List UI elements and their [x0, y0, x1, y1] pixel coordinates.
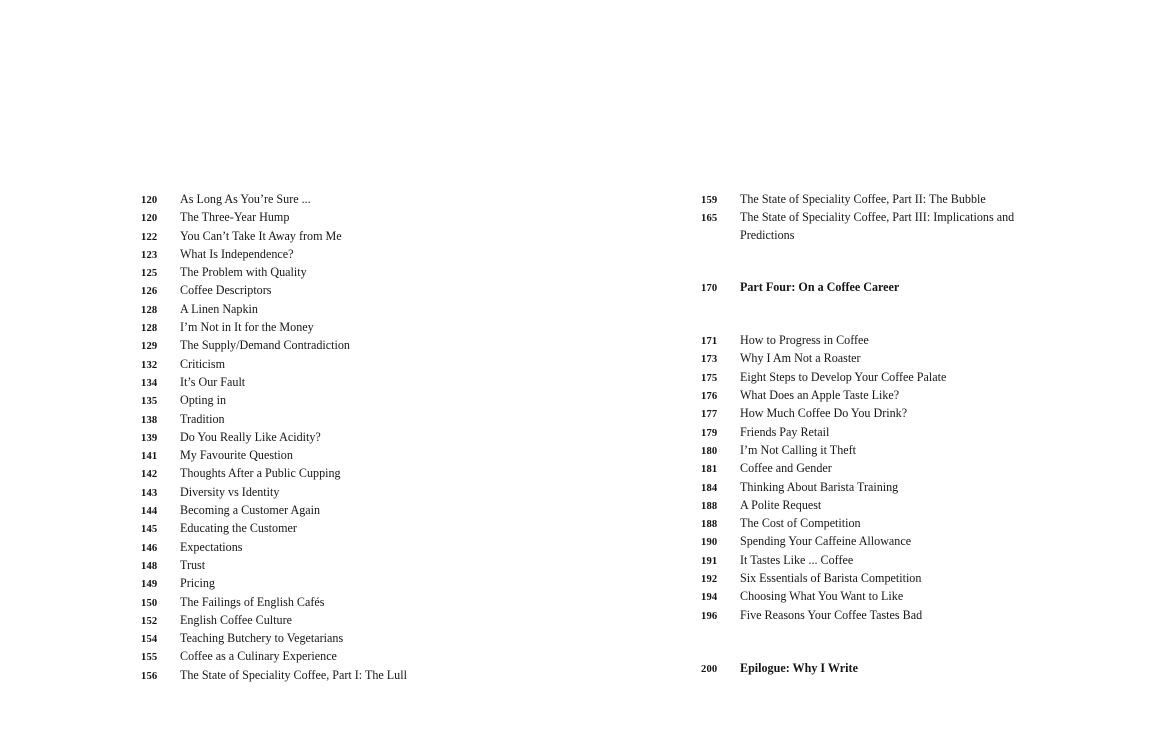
toc-page-number: 155 — [141, 652, 158, 664]
toc-entry-title: Coffee as a Culinary Experience — [180, 649, 337, 664]
toc-entry-title: I’m Not in It for the Money — [180, 320, 314, 335]
toc-entry-title: Diversity vs Identity — [180, 484, 280, 499]
toc-section-heading[interactable] — [701, 660, 1041, 678]
toc-entry[interactable] — [141, 209, 701, 227]
toc-entry-title: The Failings of English Cafés — [180, 594, 325, 609]
toc-entry[interactable] — [141, 411, 701, 429]
toc-entry[interactable] — [141, 337, 701, 355]
toc-entry-title: Do You Really Like Acidity? — [180, 429, 321, 444]
toc-entry[interactable] — [141, 264, 701, 282]
toc-page-number: 188 — [701, 500, 718, 512]
toc-page-number: 180 — [701, 445, 718, 457]
toc-entry[interactable] — [141, 246, 701, 264]
toc-entry[interactable] — [701, 460, 1041, 478]
toc-page-number: 143 — [141, 487, 158, 499]
toc-entry-title: How to Progress in Coffee — [740, 333, 869, 348]
toc-entry-title: The Supply/Demand Contradiction — [180, 338, 350, 353]
toc-entry[interactable] — [701, 387, 1041, 405]
toc-entry-title: The Cost of Competition — [740, 516, 861, 531]
toc-entry[interactable] — [701, 515, 1041, 533]
toc-entry[interactable] — [141, 465, 701, 483]
toc-entry[interactable] — [701, 332, 1041, 350]
toc-entry[interactable] — [701, 533, 1041, 551]
toc-entry-title: Epilogue: Why I Write — [740, 660, 858, 675]
toc-page-number: 192 — [701, 574, 718, 586]
toc-entry[interactable] — [141, 667, 701, 685]
toc-entry[interactable] — [701, 497, 1041, 515]
toc-entry-title: Criticism — [180, 356, 226, 371]
toc-entry[interactable] — [141, 612, 701, 630]
toc-entry-title: A Polite Request — [740, 497, 822, 512]
toc-entry-title: Five Reasons Your Coffee Tastes Bad — [740, 607, 923, 622]
toc-entry-title: Coffee Descriptors — [180, 283, 272, 298]
toc-entry-title: My Favourite Question — [180, 448, 293, 463]
toc-page-number: 129 — [141, 341, 158, 353]
toc-page-number: 196 — [701, 610, 718, 622]
toc-entry[interactable] — [141, 575, 701, 593]
toc-entry-title: Six Essentials of Barista Competition — [740, 571, 922, 586]
toc-entry[interactable] — [141, 648, 701, 666]
toc-entry-title: Becoming a Customer Again — [180, 503, 321, 518]
toc-entry[interactable] — [701, 369, 1041, 387]
toc-page-number: 141 — [141, 451, 158, 463]
toc-page-number: 126 — [141, 286, 158, 298]
toc-entry[interactable] — [701, 607, 1041, 625]
toc-page-number: 125 — [141, 268, 158, 280]
toc-page-number: 128 — [141, 304, 158, 316]
toc-entry-title: What Is Independence? — [180, 246, 294, 261]
toc-entry-title: The Problem with Quality — [180, 265, 307, 280]
toc-entry-title: The State of Speciality Coffee, Part III: Implications and Predictions — [740, 210, 1015, 242]
toc-page-number: 144 — [141, 506, 158, 518]
toc-page-number: 176 — [701, 391, 718, 403]
toc-entry[interactable] — [701, 552, 1041, 570]
toc-entry[interactable] — [701, 479, 1041, 497]
toc-entry-title: Why I Am Not a Roaster — [740, 351, 861, 366]
toc-page-number: 200 — [701, 663, 718, 675]
toc-entry-title: How Much Coffee Do You Drink? — [740, 406, 908, 421]
toc-section-heading[interactable] — [701, 279, 1041, 297]
toc-entry[interactable] — [141, 319, 701, 337]
toc-entry-title: Tradition — [180, 411, 225, 426]
toc-entry-title: The State of Speciality Coffee, Part II: The Bubble — [740, 192, 986, 206]
toc-entry[interactable] — [141, 429, 701, 447]
toc-entry-title: Expectations — [180, 539, 243, 554]
toc-entry[interactable] — [701, 570, 1041, 588]
toc-page-number: 123 — [141, 249, 158, 261]
toc-entry[interactable] — [141, 594, 701, 612]
toc-page-number: 138 — [141, 414, 158, 426]
toc-entry[interactable] — [141, 282, 701, 300]
toc-entry[interactable] — [701, 442, 1041, 460]
toc-page-number: 148 — [141, 560, 158, 572]
toc-entry[interactable] — [701, 405, 1041, 423]
toc-entry[interactable] — [141, 520, 701, 538]
toc-entry[interactable] — [141, 374, 701, 392]
toc-page-number: 194 — [701, 592, 718, 604]
toc-entry-title: Part Four: On a Coffee Career — [740, 279, 900, 294]
toc-page-number: 191 — [701, 555, 718, 567]
toc-page-number: 120 — [141, 213, 158, 225]
toc-entry[interactable] — [701, 191, 1041, 209]
toc-page-number: 139 — [141, 432, 158, 444]
toc-page-number: 170 — [701, 282, 718, 294]
toc-entry-title: It Tastes Like ... Coffee — [740, 552, 854, 567]
toc-entry-title: The Three-Year Hump — [180, 210, 290, 225]
toc-page-number: 145 — [141, 524, 158, 536]
toc-page-number: 146 — [141, 542, 158, 554]
toc-page-number: 188 — [701, 519, 718, 531]
toc-page-number: 135 — [141, 396, 158, 408]
toc-entry[interactable] — [701, 424, 1041, 442]
toc-entry-title: The State of Speciality Coffee, Part I: The Lull — [180, 667, 407, 682]
toc-page-number: 165 — [701, 213, 718, 225]
toc-entry-title: A Linen Napkin — [180, 301, 258, 316]
toc-page-number: 181 — [701, 464, 718, 476]
toc-column-left — [141, 191, 701, 685]
toc-entry-title: It’s Our Fault — [180, 374, 246, 389]
toc-entry[interactable] — [141, 539, 701, 557]
toc-entry[interactable] — [141, 630, 701, 648]
toc-entry-title: Educating the Customer — [180, 521, 297, 536]
toc-entry[interactable] — [141, 392, 701, 410]
toc-entry-title: Thinking About Barista Training — [740, 479, 899, 494]
toc-page-number: 134 — [141, 377, 158, 389]
toc-page-number: 128 — [141, 323, 158, 335]
toc-entry[interactable] — [141, 484, 701, 502]
toc-entry[interactable] — [701, 209, 1041, 244]
toc-entry[interactable] — [141, 502, 701, 520]
toc-entry-title: As Long As You’re Sure ... — [180, 192, 311, 206]
toc-page-number: 132 — [141, 359, 158, 371]
toc-entry[interactable] — [141, 356, 701, 374]
toc-page-number: 179 — [701, 427, 718, 439]
toc-entry-title: I’m Not Calling it Theft — [740, 442, 856, 457]
toc-entry[interactable] — [701, 350, 1041, 368]
toc-entry[interactable] — [141, 557, 701, 575]
toc-page-number: 173 — [701, 354, 718, 366]
toc-entry-title: Opting in — [180, 393, 227, 408]
toc-page-number: 122 — [141, 231, 158, 243]
toc-page-number: 152 — [141, 615, 158, 627]
toc-page-number: 142 — [141, 469, 158, 481]
toc-page-number: 171 — [701, 336, 718, 348]
toc-entry-title: You Can’t Take It Away from Me — [180, 228, 342, 243]
toc-entry[interactable] — [141, 228, 701, 246]
toc-entry-title: Thoughts After a Public Cupping — [180, 466, 341, 481]
toc-entry-title: What Does an Apple Taste Like? — [740, 388, 900, 403]
toc-entry-title: Eight Steps to Develop Your Coffee Palate — [740, 369, 947, 384]
toc-entry-title: Coffee and Gender — [740, 461, 832, 476]
toc-page-number: 177 — [701, 409, 718, 421]
toc-page-number: 149 — [141, 579, 158, 591]
toc-entry[interactable] — [141, 447, 701, 465]
toc-entry-title: Pricing — [180, 576, 215, 591]
toc-page-number: 190 — [701, 537, 718, 549]
toc-page-number: 159 — [701, 195, 718, 206]
toc-entry-title: Choosing What You Want to Like — [740, 589, 904, 604]
toc-page-number: 156 — [141, 670, 158, 682]
toc-entry-title: Spending Your Caffeine Allowance — [740, 534, 912, 549]
toc-entry[interactable] — [141, 191, 701, 209]
toc-entry-title: Trust — [180, 557, 206, 572]
toc-entry-title: Friends Pay Retail — [740, 424, 830, 439]
toc-entry-title: Teaching Butchery to Vegetarians — [180, 631, 344, 646]
toc-entry[interactable] — [701, 588, 1041, 606]
toc-page-number: 184 — [701, 482, 718, 494]
toc-column-right — [701, 191, 1041, 678]
toc-page-number: 120 — [141, 195, 158, 206]
toc-page-number: 154 — [141, 634, 158, 646]
toc-entry-title: English Coffee Culture — [180, 612, 292, 627]
toc-page-number: 150 — [141, 597, 158, 609]
toc-columns — [141, 191, 1041, 685]
toc-entry[interactable] — [141, 301, 701, 319]
toc-page-number: 175 — [701, 372, 718, 384]
